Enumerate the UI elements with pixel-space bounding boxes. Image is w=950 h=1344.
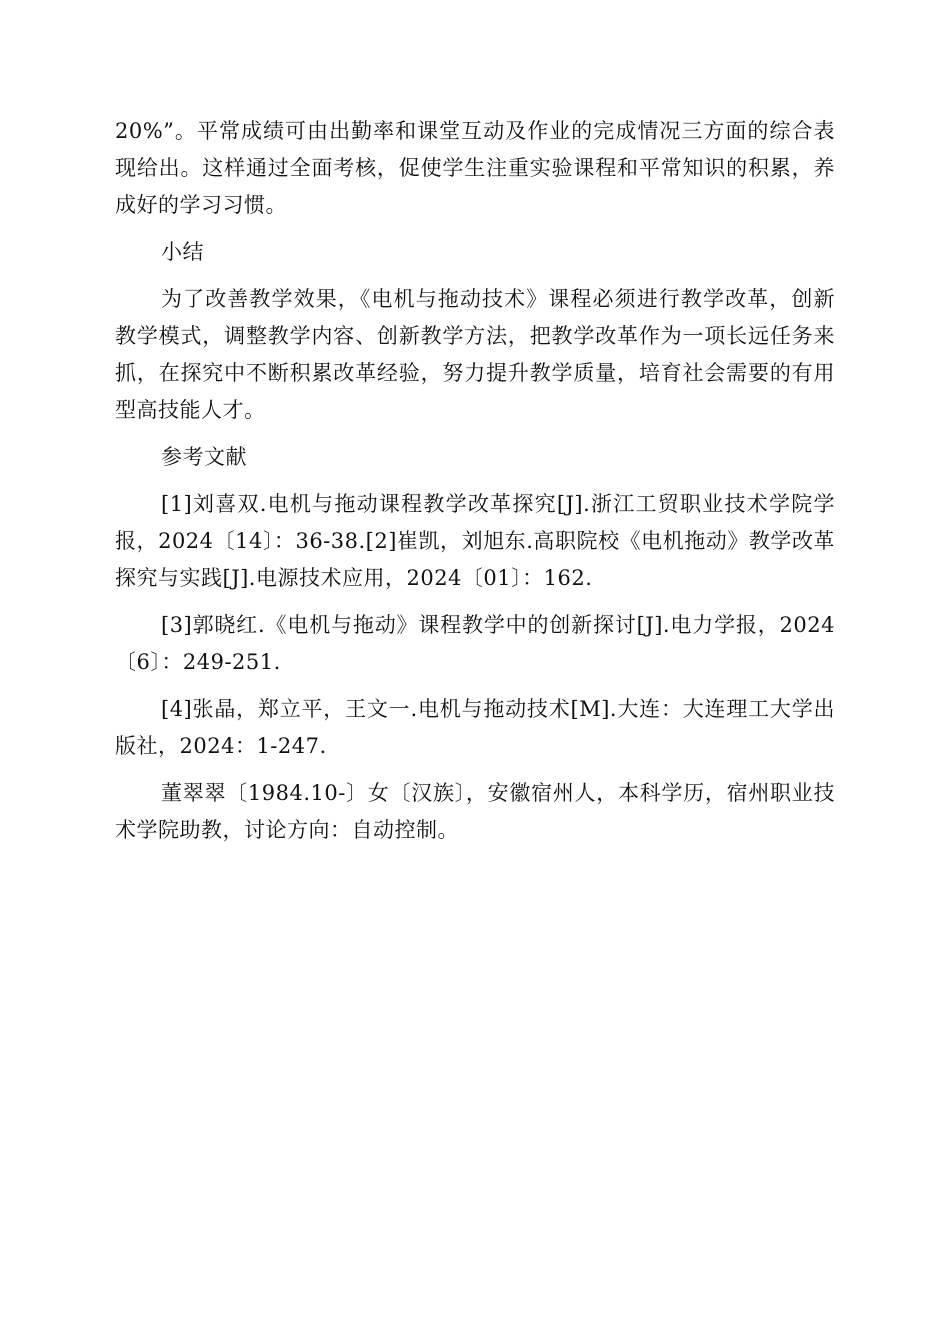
reference-item-4: [4]张晶，郑立平，王文一.电机与拖动技术[M].大连：大连理工大学出版社，2024：1-247. xyxy=(115,697,835,758)
section-heading-references: 参考文献 xyxy=(161,445,247,469)
reference-item-1-2: [1]刘喜双.电机与拖动课程教学改革探究[J].浙江工贸职业技术学院学报，2024〔14〕：36-38.[2]崔凯，刘旭东.高职院校《电机拖动》教学改革探究与实践[J].电源技术应用，2024〔01〕：162. xyxy=(115,492,835,590)
reference-item-3: [3]郭晓红.《电机与拖动》课程教学中的创新探讨[J].电力学报，2024〔6〕：249-251. xyxy=(115,613,835,674)
document-body xyxy=(115,113,835,859)
section-heading-summary: 小结 xyxy=(161,240,204,264)
paragraph-assessment-continued: 20%”。平常成绩可由出勤率和课堂互动及作业的完成情况三方面的综合表现给出。这样通过全面考核，促使学生注重实验课程和平常知识的积累，养成好的学习习惯。 xyxy=(115,119,835,217)
author-bio: 董翠翠〔1984.10-〕女〔汉族〕，安徽宿州人，本科学历，宿州职业技术学院助教，讨论方向：自动控制。 xyxy=(115,781,835,842)
paragraph-summary: 为了改善教学效果，《电机与拖动技术》课程必须进行教学改革，创新教学模式，调整教学内容、创新教学方法，把教学改革作为一项长远任务来抓，在探究中不断积累改革经验，努力提升教学质量，培育社会需要的有用型高技能人才。 xyxy=(115,287,835,422)
